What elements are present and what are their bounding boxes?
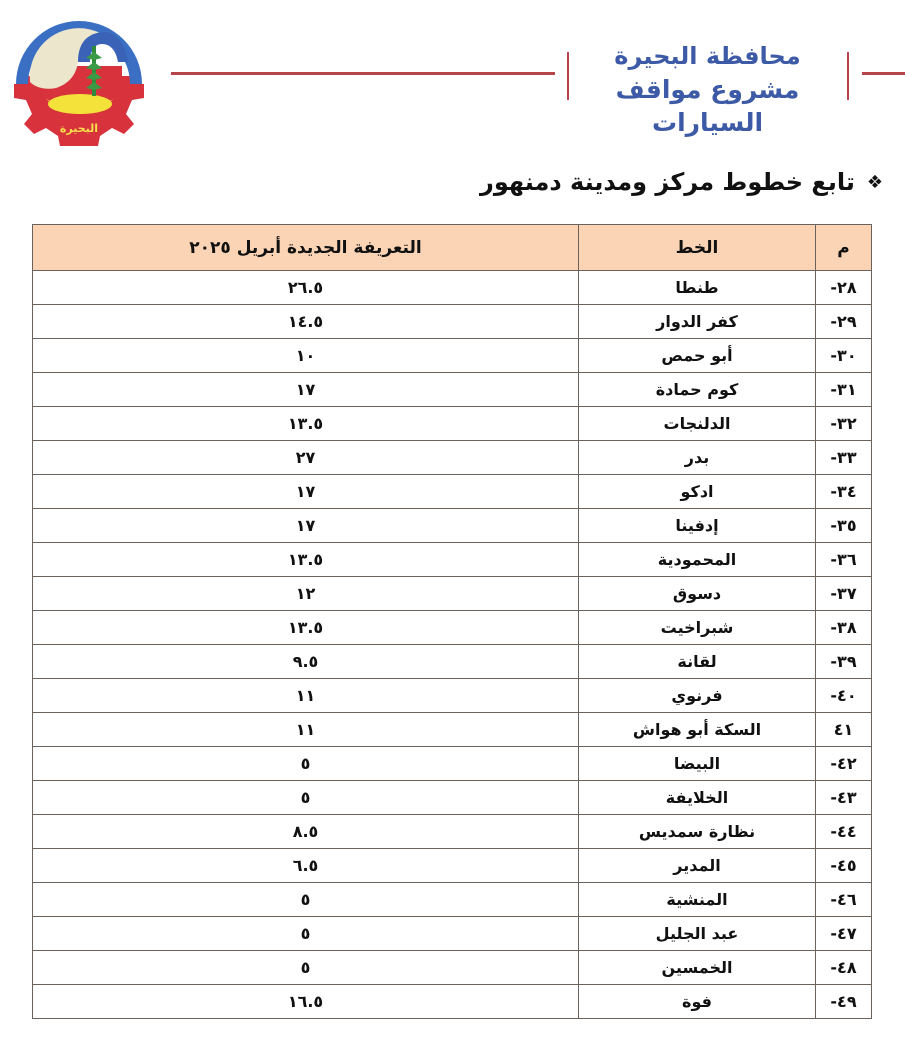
row-number: ٣٢- (816, 407, 872, 441)
line-name: المنشية (579, 883, 816, 917)
table-row (33, 781, 872, 815)
column-header-number: م (816, 225, 872, 271)
fare-value: ١١ (33, 679, 579, 713)
row-number: ٣٦- (816, 543, 872, 577)
line-name: المدير (579, 849, 816, 883)
section-title-text: تابع خطوط مركز ومدينة دمنهور (480, 168, 855, 196)
beheira-governorate-logo (6, 6, 152, 148)
line-name: كوم حمادة (579, 373, 816, 407)
line-name: المحمودية (579, 543, 816, 577)
row-number: ٤٤- (816, 815, 872, 849)
table-row (33, 917, 872, 951)
row-number: ٣٤- (816, 475, 872, 509)
fare-table (32, 224, 872, 1019)
table-row (33, 441, 872, 475)
line-name: الخمسين (579, 951, 816, 985)
table-row (33, 611, 872, 645)
row-number: ٢٨- (816, 271, 872, 305)
fare-value: ١٦.٥ (33, 985, 579, 1019)
column-header-line: الخط (579, 225, 816, 271)
row-number: ٤١ (816, 713, 872, 747)
header-rule-left (171, 72, 555, 75)
table-row (33, 475, 872, 509)
row-number: ٣٣- (816, 441, 872, 475)
table-row (33, 271, 872, 305)
line-name: كفر الدوار (579, 305, 816, 339)
row-number: ٣١- (816, 373, 872, 407)
fare-value: ١٣.٥ (33, 611, 579, 645)
line-name: لقانة (579, 645, 816, 679)
table-row (33, 815, 872, 849)
line-name: نظارة سمديس (579, 815, 816, 849)
fare-value: ١٢ (33, 577, 579, 611)
line-name: فوة (579, 985, 816, 1019)
fare-value: ١٣.٥ (33, 543, 579, 577)
fare-value: ٩.٥ (33, 645, 579, 679)
row-number: ٢٩- (816, 305, 872, 339)
table-row (33, 849, 872, 883)
table-row (33, 509, 872, 543)
fare-value: ٢٦.٥ (33, 271, 579, 305)
table-row (33, 373, 872, 407)
fare-value: ٥ (33, 917, 579, 951)
line-name: السكة أبو هواش (579, 713, 816, 747)
fare-value: ٥ (33, 883, 579, 917)
fare-value: ١٧ (33, 509, 579, 543)
table-row (33, 679, 872, 713)
logo-text: البحيرة (59, 122, 99, 135)
project-name: مشروع مواقف السيارات (615, 75, 800, 137)
row-number: ٣٧- (816, 577, 872, 611)
fare-value: ١٧ (33, 373, 579, 407)
table-row (33, 543, 872, 577)
row-number: ٣٩- (816, 645, 872, 679)
table-row (33, 951, 872, 985)
table-row (33, 985, 872, 1019)
row-number: ٣٠- (816, 339, 872, 373)
column-header-fare: التعريفة الجديدة أبريل ٢٠٢٥ (33, 225, 579, 271)
line-name: إدفينا (579, 509, 816, 543)
fare-value: ١٤.٥ (33, 305, 579, 339)
table-row (33, 339, 872, 373)
header-rule-right (862, 72, 905, 75)
governorate-name: محافظة البحيرة (614, 42, 801, 70)
diamond-bullet-icon: ❖ (866, 171, 883, 193)
organization-heading (575, 40, 840, 139)
line-name: بدر (579, 441, 816, 475)
line-name: الخلايفة (579, 781, 816, 815)
row-number: ٣٥- (816, 509, 872, 543)
fare-value: ٦.٥ (33, 849, 579, 883)
line-name: البيضا (579, 747, 816, 781)
table-row (33, 645, 872, 679)
section-title (480, 168, 883, 196)
fare-value: ١٣.٥ (33, 407, 579, 441)
line-name: أبو حمص (579, 339, 816, 373)
fare-value: ٨.٥ (33, 815, 579, 849)
table-row (33, 713, 872, 747)
line-name: فرنوي (579, 679, 816, 713)
row-number: ٤٨- (816, 951, 872, 985)
fare-value: ١٧ (33, 475, 579, 509)
row-number: ٤٦- (816, 883, 872, 917)
line-name: شبراخيت (579, 611, 816, 645)
row-number: ٤٠- (816, 679, 872, 713)
line-name: ادكو (579, 475, 816, 509)
row-number: ٣٨- (816, 611, 872, 645)
header-divider-left (567, 52, 569, 100)
table-row (33, 407, 872, 441)
table-row (33, 577, 872, 611)
row-number: ٤٣- (816, 781, 872, 815)
row-number: ٤٧- (816, 917, 872, 951)
line-name: عبد الجليل (579, 917, 816, 951)
fare-value: ٢٧ (33, 441, 579, 475)
row-number: ٤٢- (816, 747, 872, 781)
header-divider-right (847, 52, 849, 100)
row-number: ٤٩- (816, 985, 872, 1019)
line-name: الدلنجات (579, 407, 816, 441)
fare-value: ١١ (33, 713, 579, 747)
fare-value: ١٠ (33, 339, 579, 373)
line-name: دسوق (579, 577, 816, 611)
fare-value: ٥ (33, 951, 579, 985)
table-row (33, 747, 872, 781)
fare-value: ٥ (33, 747, 579, 781)
row-number: ٤٥- (816, 849, 872, 883)
table-header-row (33, 225, 872, 271)
table-row (33, 305, 872, 339)
line-name: طنطا (579, 271, 816, 305)
table-row (33, 883, 872, 917)
fare-value: ٥ (33, 781, 579, 815)
